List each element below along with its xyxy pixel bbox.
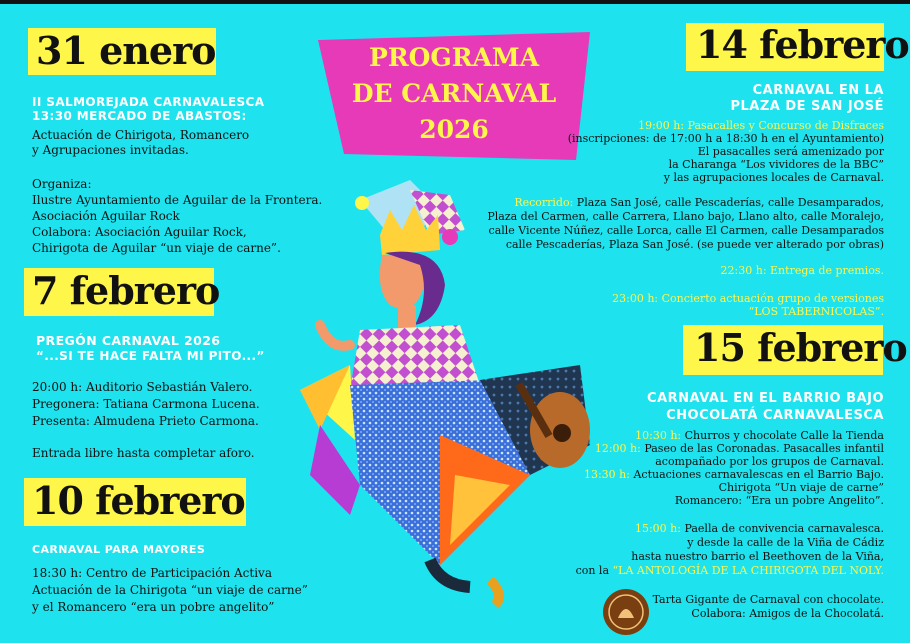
route-line: Plaza del Carmen, calle Carrera, Llano bajo, Llano alto, calle Moralejo, [487,210,884,223]
d15-item [595,442,884,455]
d31-line: y Agrupaciones invitadas. [32,143,189,157]
event-title: Pasacalles y Concurso de Disfraces [687,119,884,132]
organiza-line: Asociación Aguilar Rock [32,209,180,223]
route-first [514,196,884,209]
pregon-line: Presenta: Almudena Prieto Carmona. [32,414,259,428]
organiza-line: Ilustre Ayuntamiento de Aguilar de la Frontera. [32,193,323,207]
date-14-febrero: 14 febrero [696,22,909,67]
paella-line: hasta nuestro barrio el Beethoven de la Viña, [631,550,884,563]
title-line: DE CARNAVAL [351,79,557,108]
event-text: Paseo de las Coronadas. Pasacalles infantil [644,442,884,455]
event-time: 10:30 h: [635,429,682,442]
organiza-label: Organiza: [32,177,92,191]
event-text: Paella de convivencia carnavalesca. [684,522,884,535]
d15-item: Chirigota “Un viaje de carne” [718,481,884,494]
event-text: Actuaciones carnavalescas en el Barrio Bajo. [633,468,884,481]
mayores-line: 18:30 h: Centro de Participación Activa [32,566,272,580]
sanjose-heading: PLAZA DE SAN JOSÉ [730,99,884,114]
mayores-line: y el Romancero “era un pobre angelito” [32,600,275,614]
date-31-enero: 31 enero [36,28,216,73]
d15-item [584,468,884,481]
concierto-line: “LOS TABERNICOLAS”. [748,305,884,318]
paella-line [635,522,884,535]
event-time: 12:00 h: [594,442,641,455]
d15-item: acompañado por los grupos de Carnaval. [655,455,884,468]
route-label: Recorrido: [514,196,574,209]
pregon-line: Pregonera: Tatiana Carmona Lucena. [32,397,260,411]
barrio-heading: CHOCOLATÁ CARNAVALESCA [666,408,884,423]
premios-line: 22:30 h: Entrega de premios. [720,264,884,277]
association-seal-icon [602,588,650,636]
d31-line: Actuación de Chirigota, Romancero [32,128,250,142]
event-time: 15:00 h: [634,522,681,535]
tarta-line: Tarta Gigante de Carnaval con chocolate. [652,593,884,606]
title-year: 2026 [419,115,489,144]
d14-line: la Charanga “Los vividores de la BBC” [668,158,884,171]
mercado-heading: 13:30 MERCADO DE ABASTOS: [32,109,247,123]
date-7-febrero: 7 febrero [32,268,220,313]
mayores-heading: CARNAVAL PARA MAYORES [32,543,206,556]
concierto-line: 23:00 h: Concierto actuación grupo de versiones [612,292,884,305]
d14-line: (inscripciones: de 17:00 h a 18:30 h en el Ayuntamiento) [567,132,884,145]
d14-line: y las agrupaciones locales de Carnaval. [663,171,884,184]
event-time: 19:00 h: [638,119,685,132]
pregon-line: 20:00 h: Auditorio Sebastián Valero. [32,380,253,394]
entrada-note: Entrada libre hasta completar aforo. [32,446,255,460]
route-line: calle Pescaderías, Plaza San José. (se puede ver alterado por obras) [505,238,884,251]
paella-line [576,564,884,577]
event-text: con la [575,564,610,577]
barrio-heading: CARNAVAL EN EL BARRIO BAJO [647,391,884,406]
top-border [0,0,910,4]
organiza-line: Colabora: Asociación Aguilar Rock, [32,225,247,239]
chirigota-highlight: “LA ANTOLOGÍA DE LA CHIRIGOTA DEL NOLY. [612,564,884,577]
salmorejada-heading: II SALMOREJADA CARNAVALESCA [32,95,265,109]
organiza-line: Chirigota de Aguilar “un viaje de carne”. [32,241,281,255]
d15-item [635,429,884,442]
date-15-febrero: 15 febrero [694,325,907,370]
route-text: Plaza San José, calle Pescaderías, calle Desamparados, [576,196,884,209]
d14-line: El pasacalles será amenizado por [697,145,884,158]
date-10-febrero: 10 febrero [32,478,245,523]
d14-event1 [638,119,884,132]
route-line: calle Vicente Núñez, calle Lorca, calle El Carmen, calle Desamparados [488,224,884,237]
sanjose-heading: CARNAVAL EN LA [752,83,884,98]
event-text: Churros y chocolate Calle la Tienda [684,429,884,442]
title-line: PROGRAMA [369,43,539,72]
d15-item: Romancero: “Era un pobre Angelito”. [674,494,884,507]
event-time: 13:30 h: [583,468,630,481]
paella-line: y desde la calle de la Viña de Cádiz [687,536,884,549]
pregon-subheading: “...SI TE HACE FALTA MI PITO...” [36,349,265,363]
mayores-line: Actuación de la Chirigota “un viaje de carne” [32,583,308,597]
program-title [318,32,590,162]
colabora-line: Colabora: Amigos de la Chocolatá. [691,607,884,620]
pregon-heading: PREGÓN CARNAVAL 2026 [36,333,221,348]
